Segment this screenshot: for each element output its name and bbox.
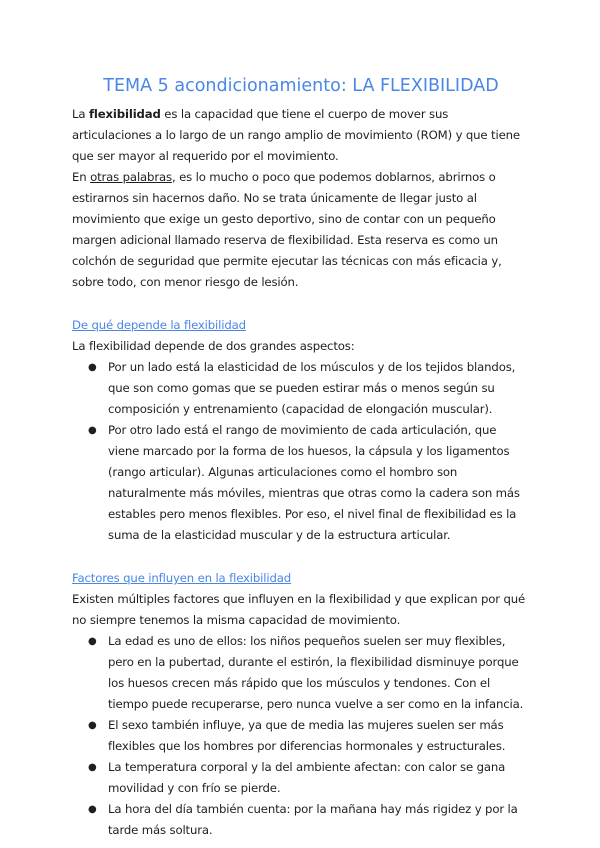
list-item-text: La temperatura corporal y la del ambiente afectan: con calor se gana movilidad y con frío se pierde. — [108, 760, 506, 795]
intro-paragraph-1 — [72, 104, 530, 167]
section-heading-depende: De qué depende la flexibilidad — [72, 318, 246, 332]
bullet-icon: ● — [88, 636, 97, 647]
list-item — [88, 631, 530, 715]
section-heading-factores: Factores que influyen en la flexibilidad — [72, 571, 292, 585]
bullet-icon: ● — [88, 804, 97, 815]
intro-text: En — [72, 170, 91, 184]
intro-text: es la capacidad que tiene el cuerpo de mover sus articulaciones a lo largo de un rango amplio de movimiento (ROM) y que tiene que ser mayor al requerido por el movimiento. — [72, 107, 520, 163]
list-item-text: Por otro lado está el rango de movimiento de cada articulación, que viene marcado por la forma de los huesos, la cápsula y los ligamentos (rango articular). Algunas articulaciones como el hombro son naturalmente más móviles, mientras que otras como la cadera son más estables pero menos flexibles. Por eso, el nivel final de flexibilidad es la suma de la elasticidad muscular y de la estructura articular. — [108, 423, 520, 542]
bullet-list — [72, 631, 530, 841]
page-title: TEMA 5 acondicionamiento: LA FLEXIBILIDAD — [103, 76, 499, 96]
list-item — [88, 757, 530, 799]
list-item-text: Por un lado está la elasticidad de los músculos y de los tejidos blandos, que son como gomas que se pueden estirar más o menos según su composición y entrenamiento (capacidad de elongación muscular). — [108, 360, 516, 416]
underlined-phrase: otras palabras — [90, 170, 172, 184]
bullet-icon: ● — [88, 362, 97, 373]
section-lead: Existen múltiples factores que influyen en la flexibilidad y que explican por qué no siempre tenemos la misma capacidad de movimiento. — [72, 592, 526, 627]
bullet-icon: ● — [88, 762, 97, 773]
bullet-icon: ● — [88, 425, 97, 436]
list-item-text: La hora del día también cuenta: por la mañana hay más rigidez y por la tarde más soltura. — [108, 802, 518, 837]
intro-text: , es lo mucho o poco que podemos doblarnos, abrirnos o estirarnos sin hacernos daño. No se trata únicamente de llegar justo al movimiento que exige un gesto deportivo, sino de contar con un pequeño margen adicional llamado reserva de flexibilidad. Esta reserva es como un colchón de seguridad que permite ejecutar las técnicas con más eficacia y, sobre todo, con menor riesgo de lesión. — [72, 170, 502, 289]
list-item-text: El sexo también influye, ya que de media las mujeres suelen ser más flexibles que los hombres por diferencias hormonales y estructurales. — [108, 718, 506, 753]
list-item — [88, 357, 530, 420]
list-item-text: La edad es uno de ellos: los niños pequeños suelen ser muy flexibles, pero en la pubertad, durante el estirón, la flexibilidad disminuye porque los huesos crecen más rápido que los músculos y tendones. Con el tiempo puede recuperarse, pero nunca vuelve a ser como en la infancia. — [108, 634, 524, 711]
list-item — [88, 715, 530, 757]
bullet-icon: ● — [88, 720, 97, 731]
keyword-flexibilidad: flexibilidad — [88, 107, 161, 121]
section-lead: La flexibilidad depende de dos grandes aspectos: — [72, 339, 355, 353]
intro-paragraph-2 — [72, 167, 530, 293]
intro-text: La — [72, 107, 89, 121]
list-item — [88, 420, 530, 546]
list-item — [88, 799, 530, 841]
bullet-list — [72, 357, 530, 546]
